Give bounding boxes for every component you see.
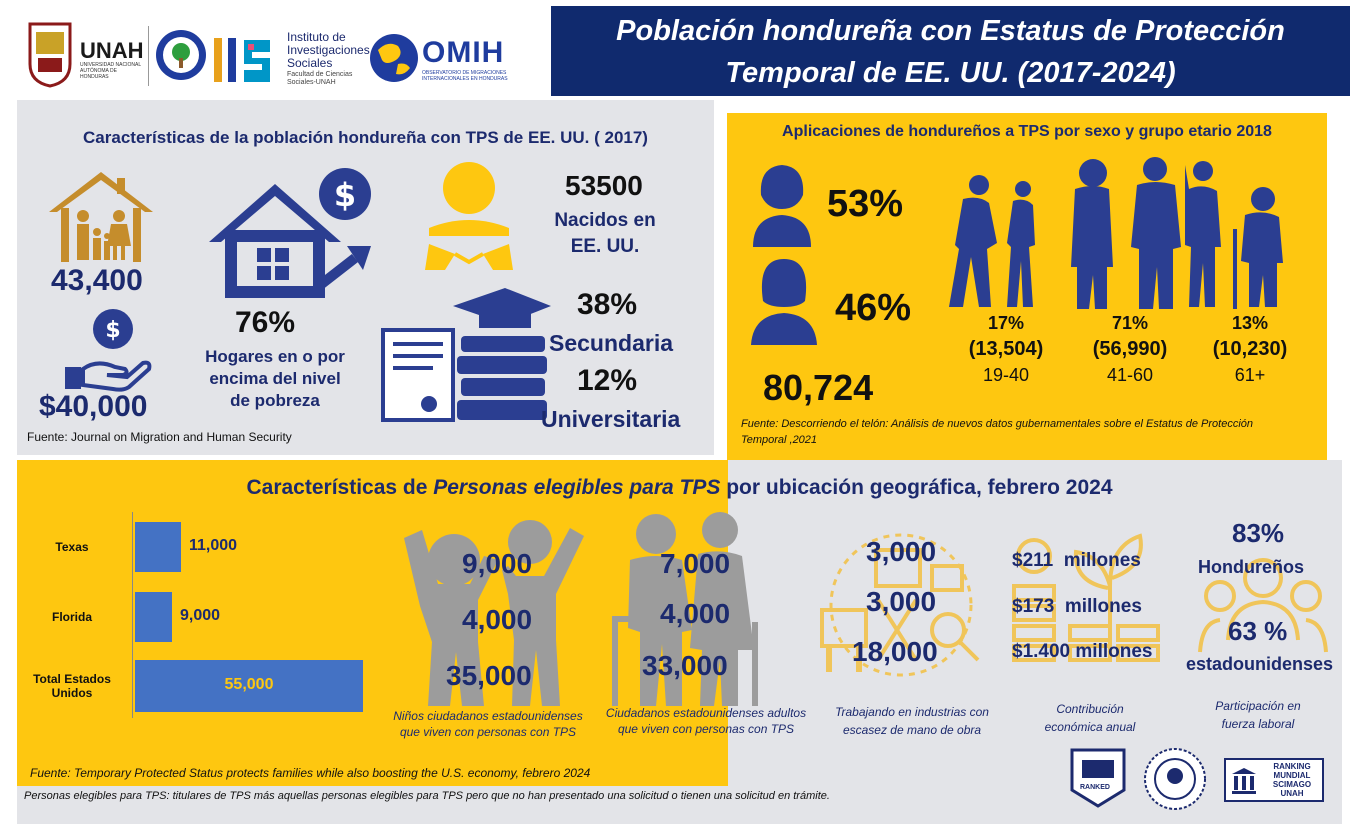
ranked-badge <box>1068 746 1128 808</box>
age-61-plus-pct: 13% <box>1231 313 1269 333</box>
logo-divider <box>148 26 149 86</box>
scimago-badge <box>1224 758 1324 802</box>
labor-honduran-pct: 83% <box>1232 518 1285 548</box>
seal-badge <box>1142 746 1208 812</box>
panel-2018-source <box>741 416 1321 448</box>
labor-us-label: estadounidenses <box>1186 654 1334 674</box>
money-hand-icon <box>63 305 153 393</box>
labor-label-l2: fuerza laboral <box>1221 717 1295 731</box>
panel-2018-source-l2: Temporal ,2021 <box>741 434 818 446</box>
age-group-19-40 <box>951 313 1061 386</box>
age-41-60-icon <box>1067 157 1197 313</box>
female-icon <box>749 257 819 345</box>
labor-honduran-label: Hondureños <box>1198 557 1304 577</box>
faculty-logo <box>154 28 208 82</box>
panel-2017-heading: Características de la población hondureña con TPS de EE. UU. ( 2017) <box>83 128 648 147</box>
page-title-line2: Temporal de EE. UU. (2017-2024) <box>725 57 1176 89</box>
poverty-label-l1: Hogares en o por <box>205 347 345 366</box>
house-dollar-growth-icon <box>205 166 385 298</box>
education-icon <box>379 286 553 424</box>
heading-prefix: Características de <box>246 476 434 499</box>
panel-2024-heading <box>17 476 1342 500</box>
university-label: Universitaria <box>541 406 681 432</box>
industries-label-l1: Trabajando en industrias con <box>835 705 989 719</box>
economy-us: $1.400 millones <box>1012 641 1153 662</box>
bar-category-label: Texas <box>55 540 89 554</box>
unah-seal-logo <box>28 22 72 88</box>
female-pct: 46% <box>835 287 912 329</box>
age-19-40-range: 19-40 <box>982 365 1030 385</box>
panel-2024-footnote: Personas elegibles para TPS: titulares de TPS más aquellas personas elegibles para TPS pero que no han presentado una solicitud o tienen una solicitud en trámite. <box>24 790 830 802</box>
iis-subtitle: Facultad de Ciencias Sociales-UNAH <box>287 71 353 86</box>
adults-us: 33,000 <box>642 650 728 681</box>
unah-subtitle: UNIVERSIDAD NACIONAL AUTÓNOMA DE HONDURAS <box>80 62 141 80</box>
panel-2018-source-l1: Fuente: Descorriendo el telón: Análisis de nuevos datos gubernamentales sobre el Estatus de Protección <box>741 418 1254 430</box>
svg-text:$: $ <box>105 318 121 343</box>
baby-icon <box>415 158 523 280</box>
children-us: 35,000 <box>446 660 532 691</box>
age-group-41-60 <box>1075 313 1185 386</box>
omih-globe-icon <box>368 32 420 84</box>
scimago-l4: UNAH <box>1280 789 1304 798</box>
secondary-label: Secundaria <box>549 330 673 356</box>
labor-us-pct: 63 % <box>1228 616 1288 646</box>
omih-wordmark: OMIH <box>422 36 505 69</box>
labor-label-l1: Participación en <box>1215 699 1301 713</box>
income-value: $40,000 <box>39 390 148 423</box>
iis-name: Instituto de Investigaciones Sociales <box>287 30 370 70</box>
secondary-pct: 38% <box>577 288 638 321</box>
economy-label <box>1000 700 1180 736</box>
adults-label <box>596 705 816 737</box>
bar-category-label: Florida <box>51 610 92 624</box>
bar-category-label: Total Estados Unidos <box>33 672 111 700</box>
poverty-label-l3: de pobreza <box>230 391 320 410</box>
economy-label-l1: Contribución <box>1056 702 1124 716</box>
labor-label <box>1178 697 1338 733</box>
heading-suffix: por ubicación geográfica, febrero 2024 <box>720 476 1113 499</box>
bar-value-label: 9,000 <box>180 607 221 624</box>
industries-us: 18,000 <box>852 636 938 667</box>
adults-label-l1: Ciudadanos estadounidenses adultos <box>605 706 807 720</box>
age-41-60-count: (56,990) <box>1092 338 1168 360</box>
ranked-label: RANKED <box>1080 784 1110 791</box>
bar <box>135 592 172 642</box>
industries-texas: 3,000 <box>866 536 937 567</box>
house-family-icon <box>45 168 157 264</box>
total-applications: 80,724 <box>763 367 874 408</box>
omih-subtitle: OBSERVATORIO DE MIGRACIONES INTERNACIONALES EN HONDURAS <box>422 70 508 82</box>
svg-text:$: $ <box>333 176 357 214</box>
scimago-l2: MUNDIAL <box>1273 771 1311 780</box>
age-41-60-range: 41-60 <box>1106 365 1154 385</box>
industries-florida: 3,000 <box>866 586 937 617</box>
born-label-l1: Nacidos en <box>554 210 656 231</box>
age-19-40-pct: 17% <box>987 313 1025 333</box>
age-61-plus-range: 61+ <box>1234 365 1266 385</box>
poverty-label <box>185 346 365 412</box>
scimago-text <box>1262 762 1322 798</box>
male-pct: 53% <box>827 183 904 225</box>
unah-wordmark: UNAH <box>80 38 144 63</box>
bar-value-label: 11,000 <box>189 537 238 554</box>
children-label <box>378 708 598 740</box>
panel-2018-heading: Aplicaciones de hondureños a TPS por sexo y grupo etario 2018 <box>782 123 1272 140</box>
page-title-line1: Población hondureña con Estatus de Protección <box>616 15 1285 47</box>
industries-label <box>812 703 1012 739</box>
age-61-plus-icon <box>1181 159 1289 311</box>
bar <box>135 522 181 572</box>
born-label-l2: EE. UU. <box>570 236 640 257</box>
born-label <box>545 208 665 260</box>
born-count: 53500 <box>565 170 643 201</box>
economy-florida: $173 millones <box>1012 596 1142 617</box>
poverty-label-l2: encima del nivel <box>209 369 341 388</box>
children-label-l2: que viven con personas con TPS <box>399 725 577 739</box>
panel-2024-source: Fuente: Temporary Protected Status protects families while also boosting the U.S. economy, febrero 2024 <box>30 766 591 780</box>
children-label-l1: Niños ciudadanos estadounidenses <box>393 709 583 723</box>
logo-bar <box>0 0 548 98</box>
economy-texas: $211 millones <box>1012 550 1141 571</box>
industries-label-l2: escasez de mano de obra <box>842 723 982 737</box>
age-19-40-icon <box>941 173 1049 311</box>
economy-label-l2: económica anual <box>1044 720 1136 734</box>
children-texas: 9,000 <box>462 548 533 579</box>
age-41-60-pct: 71% <box>1111 313 1149 333</box>
page-title-banner <box>551 6 1350 96</box>
bar-chart <box>17 512 377 722</box>
adults-label-l2: que viven con personas con TPS <box>617 722 795 736</box>
university-pct: 12% <box>577 364 638 397</box>
age-61-plus-count: (10,230) <box>1212 338 1288 360</box>
adults-florida: 4,000 <box>660 598 731 629</box>
households-value: 43,400 <box>51 264 143 297</box>
scimago-l3: SCIMAGO <box>1272 780 1312 789</box>
bar-value-label: 55,000 <box>224 676 274 693</box>
heading-italic: Personas elegibles para TPS <box>433 476 721 499</box>
scimago-l1: RANKING <box>1273 762 1311 771</box>
panel-2017 <box>17 100 714 455</box>
panel-2018 <box>727 113 1327 461</box>
age-19-40-count: (13,504) <box>968 338 1044 360</box>
iis-logo-icon <box>212 32 274 86</box>
age-group-61-plus <box>1195 313 1305 386</box>
adults-texas: 7,000 <box>660 548 731 579</box>
chart-axis-line <box>132 512 133 718</box>
poverty-pct: 76% <box>235 306 296 339</box>
children-florida: 4,000 <box>462 604 533 635</box>
male-icon <box>751 161 813 247</box>
panel-2017-source: Fuente: Journal on Migration and Human Security <box>27 430 292 444</box>
